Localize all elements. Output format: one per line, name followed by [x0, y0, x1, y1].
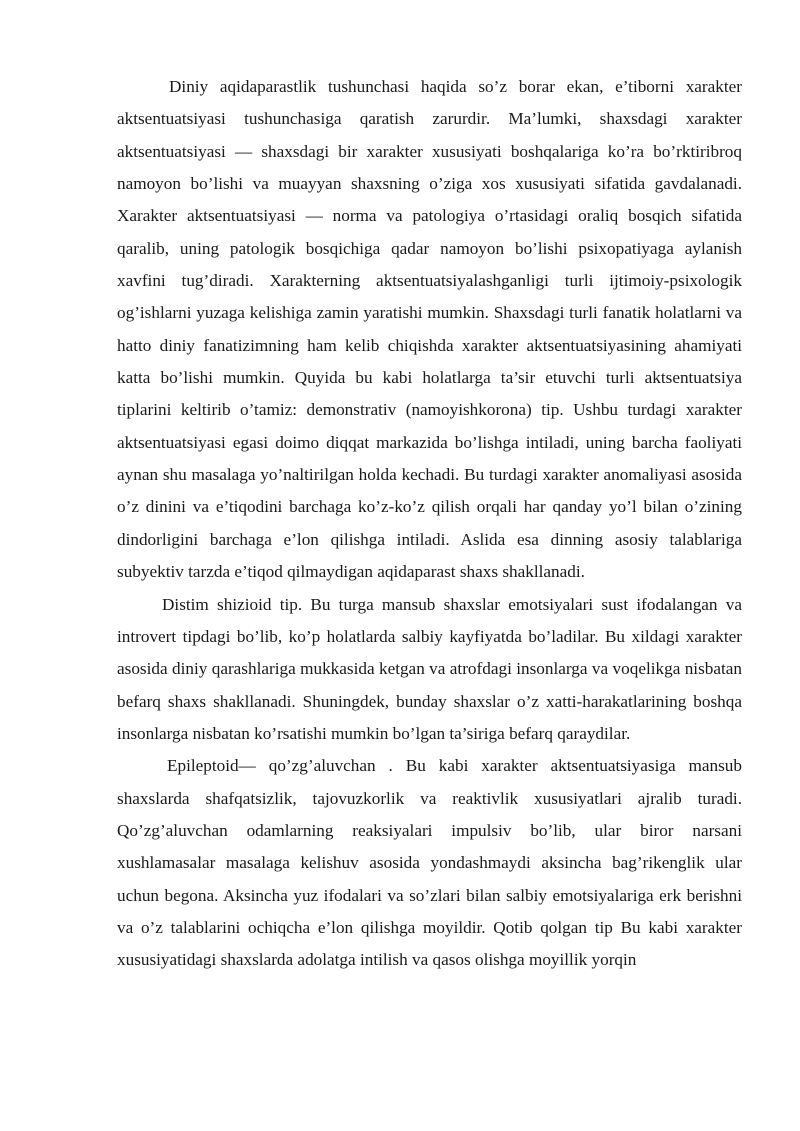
paragraph-distim-shizioid: Distim shizioid tip. Bu turga mansub shaxslar emotsiyalari sust ifodalangan va introvert tipdagi bo’lib, ko’p holatlarda salbiy kayfiyatda bo’ladilar. Bu xildagi xarakter asosida diniy qarashlariga mukkasida ketgan va atrofdagi insonlarga va voqelikga nisbatan befarq shaxs shakllanadi. Shuningdek, bunday shaxslar o’z xatti-harakatlarining boshqa insonlarga nisbatan ko’rsatishi mumkin bo’lgan ta’siriga befarq qaraydilar. — [117, 594, 742, 743]
paragraph-epileptoid: Epileptoid— qo’zg’aluvchan . Bu kabi xarakter aktsentuatsiyasiga mansub shaxslarda shafqatsizlik, tajovuzkorlik va reaktivlik xususiyatlari ajralib turadi. Qo’zg’aluvchan odamlarning reaksiyalari impulsiv bo’lib, ular biror narsani xushlamasalar masalaga kelishuv asosida yondashmaydi aksincha bag’rikenglik ular uchun begona. Aksincha yuz ifodalari va so’zlari bilan salbiy emotsiyalariga erk berishni va o’z talablarini ochiqcha e’lon qilishga moyildir. Qotib qolgan tip Bu kabi xarakter xususiyatidagi shaxslarda adolatga intilish va qasos olishga moyillik yorqin — [117, 756, 742, 970]
paragraph-aqidaparastlik: Diniy aqidaparastlik tushunchasi haqida so’z borar ekan, e’tiborni xarakter aktsentuatsiyasi tushunchasiga qaratish zarurdir. Ma’lumki, shaxsdagi xarakter aktsentuatsiyasi — shaxsdagi bir xarakter xususiyati boshqalariga ko’ra bo’rktiribroq namoyon bo’lishi va muayyan shaxsning o’ziga xos xususiyati sifatida gavdalanadi. Xarakter aktsentuatsiyasi — norma va patologiya o’rtasidagi oraliq bosqich sifatida qaralib, uning patologik bosqichiga qadar namoyon bo’lishi psixopatiyaga aylanish xavfini tug’diradi. Xarakterning aktsentuatsiyalashganligi turli ijtimoiy-psixologik og’ishlarni yuzaga kelishiga zamin yaratishi mumkin. Shaxsdagi turli fanatik holatlarni va hatto diniy fanatizimning ham kelib chiqishda xarakter aktsentuatsiyasining ahamiyati katta bo’lishi mumkin. Quyida bu kabi holatlarga ta’sir etuvchi turli aktsentuatsiya tiplarini keltirib o’tamiz: demonstrativ (namoyishkorona) tip. Ushbu turdagi xarakter aktsentuatsiyasi egasi doimo diqqat markazida bo’lishga intiladi, uning barcha faoliyati aynan shu masalaga yo’naltirilgan holda kechadi. Bu turdagi xarakter anomaliyasi asosida o’z dinini va e’tiqodini barchaga ko’z-ko’z qilish orqali har qanday yo’l bilan o’zining dindorligini barchaga e’lon qilishga intiladi. Aslida esa dinning asosiy talablariga subyektiv tarzda e’tiqod qilmaydigan aqidaparast shaxs shakllanadi. — [117, 77, 742, 582]
body-text — [117, 71, 742, 977]
